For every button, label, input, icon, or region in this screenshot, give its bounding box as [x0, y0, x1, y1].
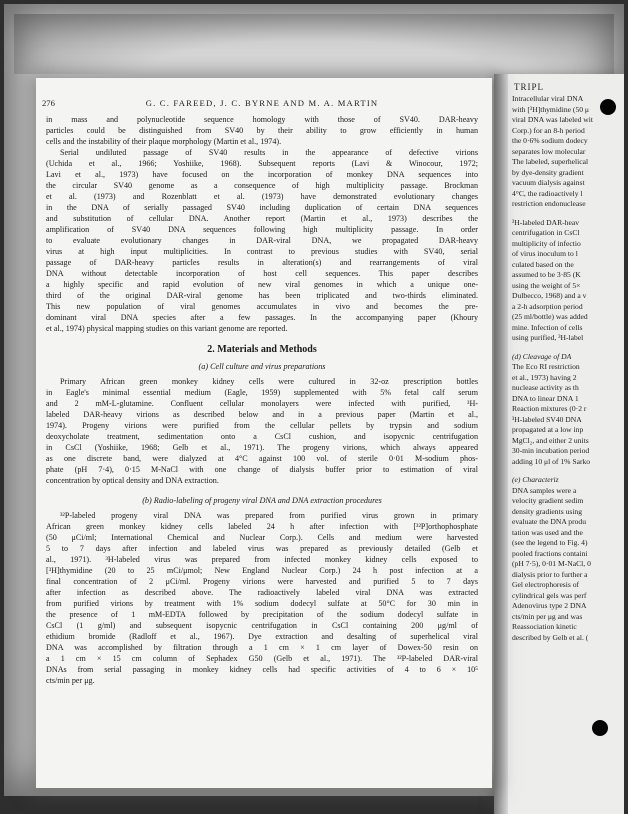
facing-page-line: et al., 1973) having 2 — [512, 372, 577, 382]
facing-page-line: viral DNA was labeled wit — [512, 115, 593, 124]
facing-page-line: (d) Cleavage of DA — [512, 351, 572, 361]
text-line: Lavi et al., 1973) have focused on the incorporation of monkey DNA sequences into — [46, 170, 478, 179]
text-line: third of the original DAR-viral genome has been triplicated and two-thirds eliminated. — [46, 291, 478, 300]
text-line: and substitution of cellular DNA. Another report (Martin et al., 1973) describes the — [46, 214, 478, 223]
facing-page-line: assumed to be 3·85 (K — [512, 270, 581, 279]
text-line: from purified virions by treatment with 1% sodium dodecyl sulfate at 50°C for 30 min in — [46, 599, 478, 608]
running-header — [42, 98, 482, 110]
facing-page-line: restriction endonuclease — [512, 199, 586, 208]
text-line: phate (pH 7·4), 0·15 M-NaCl with one change of dialysis buffer prior to estimation of viral — [46, 465, 478, 474]
facing-page-line: (pH 7·5), 0·01 M-NaCl, 0 — [512, 559, 591, 568]
subsection-a-text — [46, 376, 478, 486]
facing-page-line: adding 10 μl of 1% Sarko — [512, 456, 591, 466]
facing-page-line: ³H-labeled DAR-heav — [512, 217, 580, 227]
facing-page-line: pooled fractions containi — [512, 548, 588, 558]
subsection-b-text — [46, 510, 478, 686]
facing-page-line: (25 ml/bottle) was added — [512, 312, 588, 321]
facing-page-line: described by Gelb et al. ( — [512, 632, 589, 642]
text-line: in CsCl (Yoshiike, 1968; Gelb et al., 1971). The progeny virions, which always appeared — [46, 443, 478, 452]
text-line: (50 μCi/ml; International Chemical and Nuclear Corp.). Cells and medium were harvested — [46, 533, 478, 542]
page-body — [46, 114, 478, 686]
facing-page-line: Reaction mixtures (0·2 r — [512, 404, 587, 413]
facing-page-line: the 0·6% sodium dodecy — [512, 136, 588, 145]
text-line: in the DNA of serially passaged SV40 including duplication of certain DNA sequences — [46, 203, 478, 212]
text-line: This new population of viral genomes accumulates in vivo and becomes the pre- — [46, 302, 478, 311]
text-line: concentration by optical density and DNA extraction. — [46, 476, 219, 485]
text-line: virus at high input multiplicities. In contrast to previous studies with SV40, serial — [46, 247, 478, 256]
facing-page-line: The labeled, superhelical — [512, 157, 589, 166]
facing-page-line: by dye-density gradient — [512, 167, 584, 177]
facing-page-line: dialysis prior to further a — [512, 569, 588, 579]
facing-page-line: Dulbecco, 1968) and a v — [512, 291, 587, 300]
facing-page-line: Reassociation kinetic — [512, 622, 577, 631]
facing-page-line: The Eco RI restriction — [512, 362, 580, 371]
facing-page-line: tation was used and the — [512, 527, 583, 537]
punch-hole-top — [600, 99, 616, 115]
text-line: et al. (1973) and Rozenblatt et al. (1973) have demonstrated evolutionary changes — [46, 192, 478, 201]
facing-page-line: with [³H]thymidine (50 μ — [512, 104, 590, 114]
text-line: al., 1971). ³H-labeled virus was prepared from infected monkey kidney cells exposed to — [46, 555, 478, 564]
text-line: final concentration of 2 μCi/ml. Progeny virions were harvested and purified 5 to 7 days — [46, 577, 478, 586]
facing-page-line: 30-min incubation period — [512, 446, 590, 455]
text-line: CsCl (1 g/ml) and subsequent isopycnic centrifugation in CsCl containing 200 μg/ml of — [46, 621, 478, 630]
text-line: particles could be distinguished from SV40 by their ability to grow efficiently in human — [46, 126, 478, 135]
text-line: DNAs from serial passaging in monkey kidney cells had specific activities of 4 to 6 × 10⁵ — [46, 665, 478, 674]
facing-page-line: MgCl₂, and either 2 units — [512, 435, 589, 445]
facing-page-line: nuclease activity as th — [512, 383, 579, 392]
facing-page-line: (e) Characteriz — [512, 475, 559, 484]
facing-page-running-head: TRIPL — [514, 82, 545, 92]
intro-paragraph-2 — [46, 147, 478, 334]
facing-page-line: using the weight of 5× — [512, 280, 581, 290]
intro-paragraph-1 — [46, 114, 478, 147]
facing-page-line: cylindrical gels was perf — [512, 590, 587, 600]
text-line: 1974). Progeny virions were purified from the cellular pellets by trypsin and sodium — [46, 421, 478, 430]
text-line: DNA without detectable incorporation of host cell sequences. This paper describes — [46, 269, 478, 278]
text-line: Primary African green monkey kidney cells were cultured in 32-oz prescription bottles — [60, 377, 478, 386]
text-line: the presence of 1 mM-EDTA followed by precipitation of the sodium dodecyl sulfate in — [46, 610, 478, 619]
book-gutter — [494, 74, 508, 814]
facing-page-line: Intracellular viral DNA — [512, 94, 584, 103]
facing-page-line: of virus inoculum to l — [512, 249, 578, 258]
facing-page-line: culated based on the — [512, 259, 574, 269]
text-line: Serial undiluted passage of SV40 results in the appearance of defective virions — [60, 148, 478, 157]
facing-page-line: multiplicity of infectio — [512, 238, 581, 248]
text-line: the circular SV40 genome as a consequence of high multiplicity passage. Brockman — [46, 181, 478, 190]
text-line: ethidium bromide (Radloff et al., 1967). Dye extraction and desalting of superhelical viral — [46, 632, 478, 641]
facing-page-line: vacuum dialysis against — [512, 178, 585, 187]
text-line: amplification of SV40 DNA sequences following high multiplicity passage. In order — [46, 225, 478, 234]
punch-hole-bottom — [592, 720, 608, 736]
subsection-b-title: (b) Radio-labeling of progeny viral DNA and DNA extraction procedures — [142, 496, 382, 505]
facing-page-line: using purified, ³H-label — [512, 333, 584, 342]
scan-noise — [14, 14, 614, 74]
facing-page-line: DNA to linear DNA 1 — [512, 393, 579, 403]
text-line: in mass and polynucleotide sequence homology with those of SV40. DAR-heavy — [46, 115, 478, 124]
facing-page-line: Adenovirus type 2 DNA — [512, 601, 587, 610]
text-line: a 1 cm × 15 cm column of Sephadex G50 (Gelb et al., 1971). The ³²P-labeled DAR-viral — [46, 654, 478, 663]
text-line: (Uchida et al., 1966; Yoshiike, 1968). Subsequent reports (Lavi & Winocour, 1972; — [46, 159, 478, 168]
facing-page — [494, 74, 624, 814]
text-line: labeled DAR-heavy virions as described below and in a previous paper (Martin et al., — [46, 410, 478, 419]
page-number: 276 — [42, 98, 55, 108]
text-line: passage of DAR-heavy particles results in alteration(s) and rearrangements of viral — [46, 258, 478, 267]
running-header-authors: G. C. FAREED, J. C. BYRNE AND M. A. MARTIN — [145, 98, 379, 108]
text-line: in Eagle's minimal essential medium (Eagle, 1959) supplemented with 5% fetal calf serum — [46, 388, 478, 397]
facing-page-line: cts/min per μg and was — [512, 611, 583, 621]
text-line: cells and the instability of their plaque morphology (Martin et al., 1974). — [46, 137, 282, 146]
text-line: as one discrete band, were dialyzed at 4°C against 100 vol. of sterile 0·01 M-sodium phos- — [46, 454, 478, 463]
facing-page-line: density gradients using — [512, 506, 583, 516]
facing-page-line: separates low molecular — [512, 146, 586, 156]
facing-page-line: (see the legend to Fig. 4) — [512, 538, 588, 547]
text-line: et al., 1974) physical mapping studies on this variant genome are reported. — [46, 324, 288, 333]
facing-page-line: DNA samples were a — [512, 485, 577, 495]
text-line: and 2 mM-L-glutamine. Confluent cellular monolayers were infected with purified, ³H- — [46, 399, 478, 408]
text-line: after infection as described above. The radioactively labeled viral DNA was extracted — [46, 588, 478, 597]
facing-page-line: ³H-labeled SV40 DNA — [512, 414, 582, 424]
text-line: [³H]thymidine (20 to 25 mCi/μmol; New England Nuclear Corp.) 24 h post infection at a — [46, 566, 478, 575]
text-line: African green monkey kidney cells labeled 24 h after infection with [³²P]orthophosphate — [46, 522, 478, 531]
text-line: cts/min per μg. — [46, 676, 95, 685]
facing-page-line: mine. Infection of cells — [512, 322, 583, 332]
text-line: DNA was accomplished by filtration through a 1 cm × 1 cm layer of Dowex-50 resin on — [46, 643, 478, 652]
subsection-a-title: (a) Cell culture and virus preparations — [198, 362, 326, 371]
facing-page-line: Gel electrophoresis of — [512, 580, 580, 589]
facing-page-line: propagated at a low inp — [512, 425, 584, 434]
text-line: a highly specific and rapid evolution of new viral genomes in which a unique one- — [46, 280, 478, 289]
text-line: 5 to 7 days after infection and labeled virus was prepared as previously detailed (Gelb et — [46, 544, 478, 553]
text-line: ³²P-labeled progeny viral DNA was prepared from purified virus grown in primary — [60, 511, 478, 520]
facing-page-line: 4°C, the radioactively l — [512, 188, 583, 198]
text-line: dominant viral DNA species after a few passages. In the accompanying paper (Khoury — [46, 313, 478, 322]
text-line: deoxycholate treatment, sedimentation onto a CsCl cushion, and isopycnic centrifugation — [46, 432, 478, 441]
facing-page-line: Corp.) for an 8-h period — [512, 125, 585, 135]
facing-page-line: velocity gradient sedim — [512, 496, 584, 505]
paragraph-gap — [512, 344, 624, 352]
facing-page-line: centrifugation in CsCl — [512, 228, 580, 237]
text-line: to evaluate evolutionary changes in DAR-viral DNA, we propagated DAR-heavy — [46, 236, 478, 245]
paragraph-gap — [512, 210, 624, 218]
facing-page-line: evaluate the DNA produ — [512, 517, 587, 526]
document-page — [36, 78, 492, 788]
paragraph-gap — [512, 467, 624, 475]
facing-page-text — [512, 94, 624, 643]
facing-page-line: a 2-h adsorption period — [512, 301, 583, 311]
section-title: 2. Materials and Methods — [207, 344, 317, 355]
